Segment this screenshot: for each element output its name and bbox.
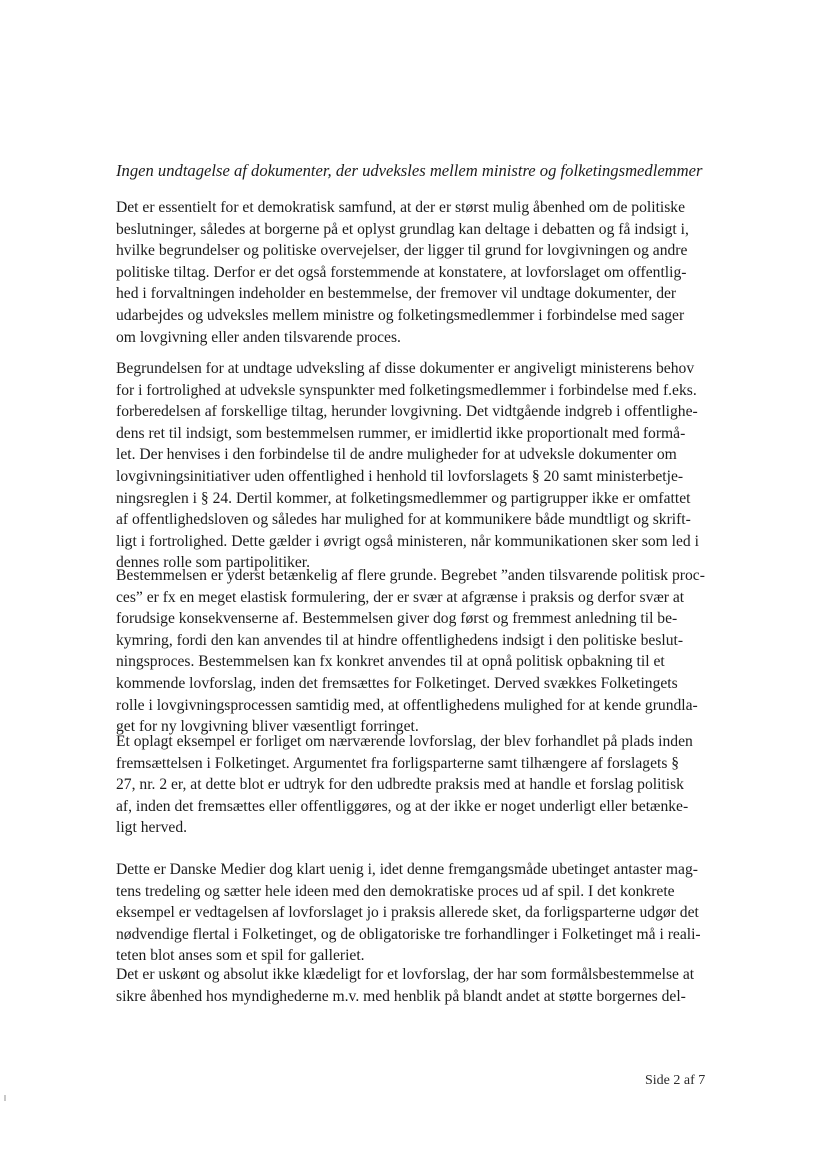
text-line: ligt herved.: [116, 819, 188, 837]
text-line: hvilke begrundelser og politiske overvejelser, der ligger til grund for lovgivningen og andre: [116, 242, 688, 260]
text-line: get for ny lovgivning bliver væsentligt forringet.: [116, 718, 419, 736]
text-line: Dette er Danske Medier dog klart uenig i, idet denne fremgangsmåde ubetinget antaster mag-: [116, 861, 698, 878]
section-heading: Ingen undtagelse af dokumenter, der udveksles mellem ministre og folketingsmedlemmer: [116, 161, 703, 180]
text-line: tens tredeling og sætter hele ideen med den demokratiske proces ud af spil. I det konkrete: [116, 882, 675, 900]
text-line: beslutninger, således at borgerne på et oplyst grundlag kan deltage i debatten og få indsigt i,: [116, 220, 689, 238]
text-line: ces” er fx en meget elastisk formulering, der er svær at afgrænse i praksis og derfor svær at: [116, 588, 685, 606]
text-line: dennes rolle som partipolitiker.: [116, 554, 311, 572]
text-line: hed i forvaltningen indeholder en bestemmelse, der fremover vil undtage dokumenter, der: [116, 285, 677, 303]
paragraph-6: [116, 964, 694, 1007]
paragraph-5: [116, 859, 701, 967]
text-line: ningsreglen i § 24. Dertil kommer, at folketingsmedlemmer og partigrupper ikke er omfattet: [116, 489, 691, 507]
text-line: sikre åbenhed hos myndighederne m.v. med henblik på blandt andet at støtte borgernes del-: [116, 987, 686, 1005]
text-line: teten blot anses som et spil for galleriet.: [116, 947, 365, 965]
text-line: Bestemmelsen er yderst betænkelig af flere grunde. Begrebet ”anden tilsvarende politisk proc-: [116, 567, 705, 584]
text-line: kommende lovforslag, inden det fremsættes for Folketinget. Derved svækkes Folketingets: [116, 674, 678, 692]
text-line: af offentlighedsloven og således har mulighed for at kommunikere både mundtligt og skrift-: [116, 511, 691, 529]
text-line: ningsproces. Bestemmelsen kan fx konkret anvendes til at opnå politisk opbakning til et: [116, 653, 665, 671]
paragraph-4: [116, 731, 693, 839]
text-line: politiske tiltag. Derfor er det også forstemmende at konstatere, at lovforslaget om offentlig-: [116, 263, 687, 281]
text-line: forberedelsen af forskellige tiltag, herunder lovgivning. Det vidtgående indgreb i offentlighe-: [116, 403, 698, 421]
text-line: Begrundelsen for at undtage udveksling af disse dokumenter er angiveligt ministerens behov: [116, 360, 695, 377]
text-line: eksempel er vedtagelsen af lovforslaget jo i praksis allerede sket, da forligsparterne udgør det: [116, 904, 699, 922]
text-line: Det er uskønt og absolut ikke klædeligt for et lovforslag, der har som formålsbestemmelse at: [116, 966, 695, 983]
text-line: 27, nr. 2 er, at dette blot er udtryk for den udbredte praksis med at handle et forslag politisk: [116, 776, 684, 794]
text-line: let. Der henvises i den forbindelse til de andre muligheder for at udveksle dokumenter om: [116, 446, 677, 464]
text-line: kymring, fordi den kan anvendes til at hindre offentlighedens indsigt i den politiske beslut-: [116, 631, 684, 649]
text-line: Det er essentielt for et demokratisk samfund, at der er størst mulig åbenhed om de politiske: [116, 199, 686, 216]
text-line: forudsige konsekvenserne af. Bestemmelsen giver dog først og fremmest anledning til be-: [116, 610, 678, 628]
text-line: ligt i fortrolighed. Dette gælder i øvrigt også ministeren, når kommunikationen sker som led i: [116, 532, 699, 550]
paragraph-2: [116, 358, 699, 574]
text-line: udarbejdes og udveksles mellem ministre og folketingsmedlemmer i forbindelse med sager: [116, 306, 685, 324]
text-line: Et oplagt eksempel er forliget om nærværende lovforslag, der blev forhandlet på plads inden: [116, 733, 693, 750]
paragraph-3: [116, 565, 705, 738]
scan-margin-mark: [4, 1095, 6, 1101]
text-line: dens ret til indsigt, som bestemmelsen rummer, er imidlertid ikke proportionalt med formå-: [116, 424, 686, 442]
text-line: fremsættelsen i Folketinget. Argumentet fra forligsparterne samt tilhængere af forslagets §: [116, 754, 680, 772]
text-line: af, inden det fremsættes eller offentliggøres, og at der ikke er noget underligt eller betænke-: [116, 797, 689, 815]
page-number: Side 2 af 7: [645, 1073, 706, 1088]
text-line: for i fortrolighed at udveksle synspunkter med folketingsmedlemmer i forbindelse med f.eks.: [116, 381, 697, 399]
paragraph-1: [116, 197, 689, 348]
text-line: rolle i lovgivningsprocessen samtidig med, at offentlighedens mulighed for at kende grundla-: [116, 696, 698, 714]
text-line: lovgivningsinitiativer uden offentlighed i henhold til lovforslagets § 20 samt ministerbetje-: [116, 467, 684, 485]
text-line: nødvendige flertal i Folketinget, og de obligatoriske tre forhandlinger i Folketinget må i reali-: [116, 925, 701, 943]
text-line: om lovgivning eller anden tilsvarende proces.: [116, 328, 401, 346]
